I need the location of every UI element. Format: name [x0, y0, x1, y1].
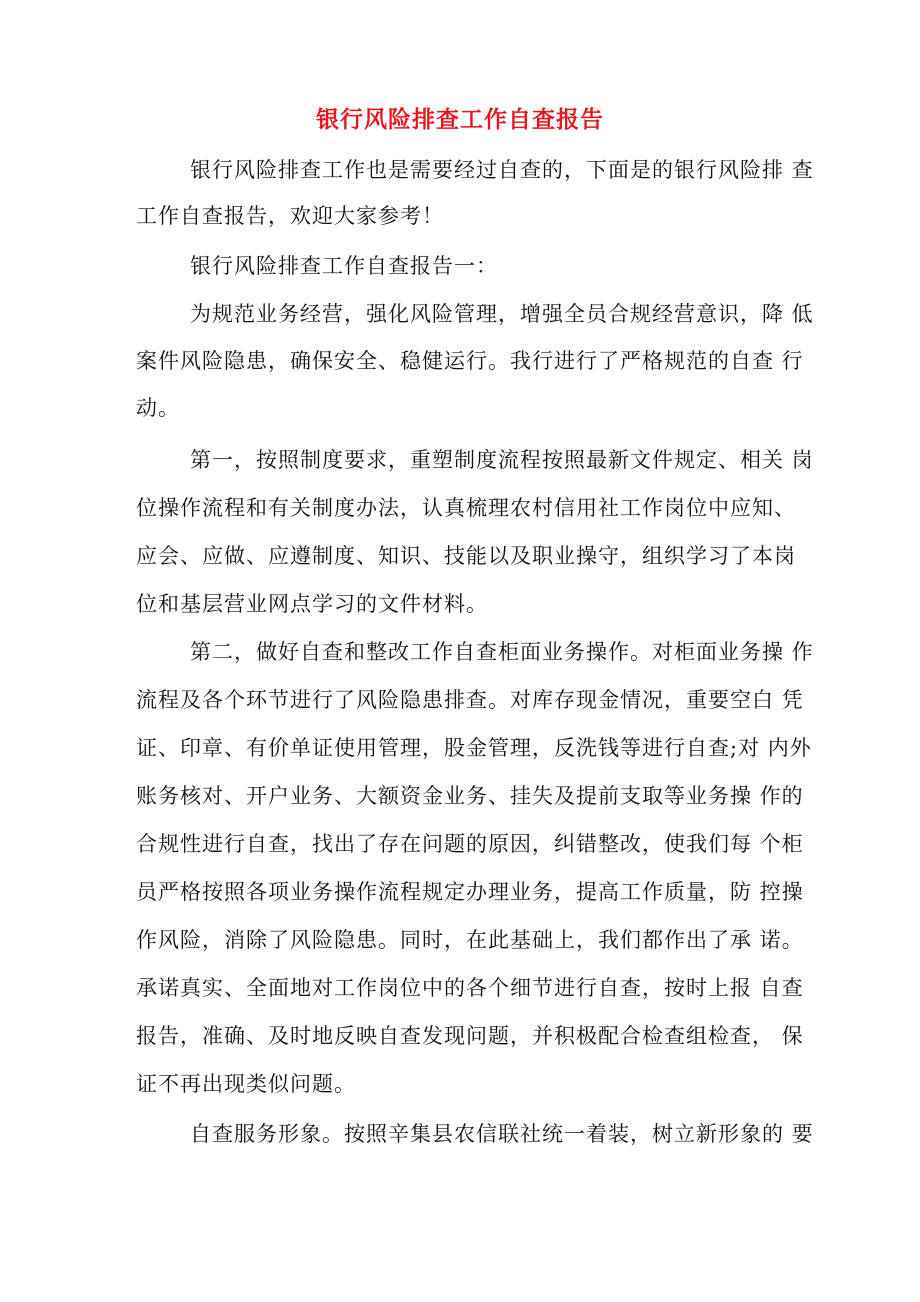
- paragraph-line: 位和基层营业网点学习的文件材料。: [136, 592, 488, 616]
- paragraph-line: 账务核对、开户业务、大额资金业务、挂失及提前支取等业务操 作的: [136, 784, 804, 808]
- paragraph-line: 自查服务形象。按照辛集县农信联社统一着装，树立新形象的 要: [190, 1122, 814, 1146]
- paragraph-line: 为规范业务经营，强化风险管理，增强全员合规经营意识，降 低: [190, 302, 814, 326]
- paragraph-line: 动。: [136, 396, 180, 420]
- document-title: 银行风险排查工作自查报告: [316, 106, 604, 133]
- paragraph-line: 流程及各个环节进行了风险隐患排查。对库存现金情况，重要空白 凭: [136, 688, 804, 712]
- paragraph-line: 案件风险隐患，确保安全、稳健运行。我行进行了严格规范的自查 行: [136, 349, 804, 373]
- paragraph-line: 报告，准确、及时地反映自查发现问题，并积极配合检查组检查， 保: [136, 1024, 804, 1048]
- paragraph-line: 作风险，消除了风险隐患。同时，在此基础上，我们都作出了承 诺。: [136, 928, 804, 952]
- paragraph-line: 工作自查报告，欢迎大家参考！: [136, 204, 444, 228]
- paragraph-line: 证、印章、有价单证使用管理，股金管理，反洗钱等进行自查;对 内外: [136, 736, 812, 760]
- paragraph-line: 证不再出现类似问题。: [136, 1072, 356, 1096]
- paragraph-line: 银行风险排查工作也是需要经过自查的，下面是的银行风险排 查: [190, 158, 814, 182]
- paragraph-line: 员严格按照各项业务操作流程规定办理业务，提高工作质量，防 控操: [136, 880, 804, 904]
- paragraph-line: 位操作流程和有关制度办法，认真梳理农村信用社工作岗位中应知、: [136, 496, 796, 520]
- paragraph-line: 应会、应做、应遵制度、知识、技能以及职业操守，组织学习了本岗: [136, 544, 796, 568]
- paragraph-line: 承诺真实、全面地对工作岗位中的各个细节进行自查，按时上报 自查: [136, 976, 804, 1000]
- paragraph-line: 银行风险排查工作自查报告一：: [190, 254, 498, 278]
- paragraph-line: 合规性进行自查，找出了存在问题的原因，纠错整改，使我们每 个柜: [136, 832, 804, 856]
- paragraph-line: 第二，做好自查和整改工作自查柜面业务操作。对柜面业务操 作: [190, 640, 814, 664]
- paragraph-line: 第一，按照制度要求，重塑制度流程按照最新文件规定、相关 岗: [190, 448, 814, 472]
